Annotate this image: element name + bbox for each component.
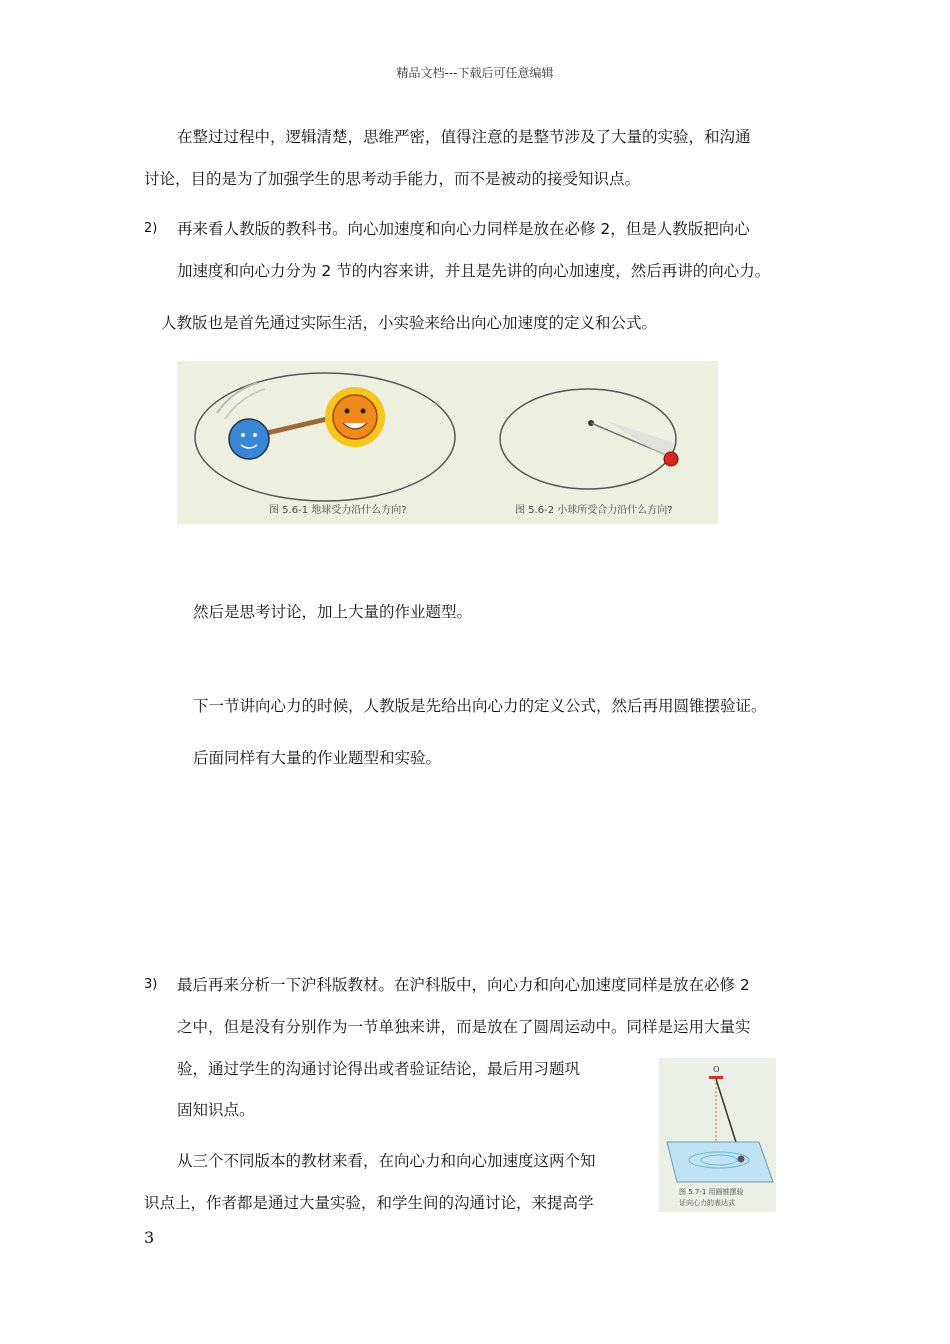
pivot-label: O [713, 1065, 720, 1074]
paragraph-line: 下一节讲向心力的时候，人教版是先给出向心力的定义公式，然后再用圆锥摆验证。 [193, 697, 767, 715]
earth-character [229, 419, 269, 459]
figure-caption: 证向心力的表达式 [679, 1199, 735, 1207]
paragraph-line: 识点上，作者都是通过大量实验，和学生间的沟通讨论，来提高学 [144, 1194, 594, 1212]
paragraph-line: 讨论，目的是为了加强学生的思考动手能力，而不是被动的接受知识点。 [144, 170, 641, 188]
red-ball [664, 452, 678, 466]
paragraph-line: 固知识点。 [177, 1101, 255, 1119]
paragraph-line: 后面同样有大量的作业题型和实验。 [193, 749, 442, 767]
figure-centripetal-illustrations [177, 361, 718, 524]
paragraph-line: 之中，但是没有分别作为一节单独来讲，而是放在了圆周运动中。同样是运用大量实 [177, 1018, 751, 1036]
paragraph-line: 从三个不同版本的教材来看，在向心力和向心加速度这两个知 [177, 1152, 596, 1170]
pull-arm [267, 419, 327, 433]
figure-caption: 图 5.7-1 用圆锥摆验 [679, 1188, 744, 1196]
list-number: 2) [144, 221, 158, 236]
sun-character [325, 387, 385, 447]
paragraph-line: 加速度和向心力分为 2 节的内容来讲，并且是先讲的向心加速度，然后再讲的向心力。 [177, 262, 771, 280]
pivot-mount [709, 1076, 723, 1079]
figure-drawing [177, 361, 718, 524]
paragraph-line: 人教版也是首先通过实际生活，小实验来给出向心加速度的定义和公式。 [161, 314, 658, 332]
paragraph-line: 验，通过学生的沟通讨论得出或者验证结论，最后用习题巩 [177, 1060, 581, 1078]
figure-caption: 图 5.6-2 小球所受合力沿什么方向? [515, 505, 673, 516]
paragraph-line: 在整过过程中，逻辑清楚，思维严密，值得注意的是整节涉及了大量的实验，和沟通 [177, 128, 751, 146]
page-header: 精品文档---下载后可任意编辑 [396, 66, 554, 80]
paragraph-line: 再来看人教版的教科书。向心加速度和向心力同样是放在必修 2，但是人教版把向心 [177, 220, 750, 238]
figure-conical-pendulum [659, 1058, 776, 1212]
page-number: 3 [144, 1228, 155, 1247]
table-plane [667, 1142, 773, 1182]
list-number: 3) [144, 977, 158, 992]
paragraph-line: 最后再来分析一下沪科版教材。在沪科版中，向心力和向心加速度同样是放在必修 2 [177, 976, 750, 994]
figure-caption: 图 5.6-1 地球受力沿什么方向? [269, 505, 407, 516]
pendulum-bob [738, 1156, 745, 1163]
paragraph-line: 然后是思考讨论，加上大量的作业题型。 [193, 603, 473, 621]
